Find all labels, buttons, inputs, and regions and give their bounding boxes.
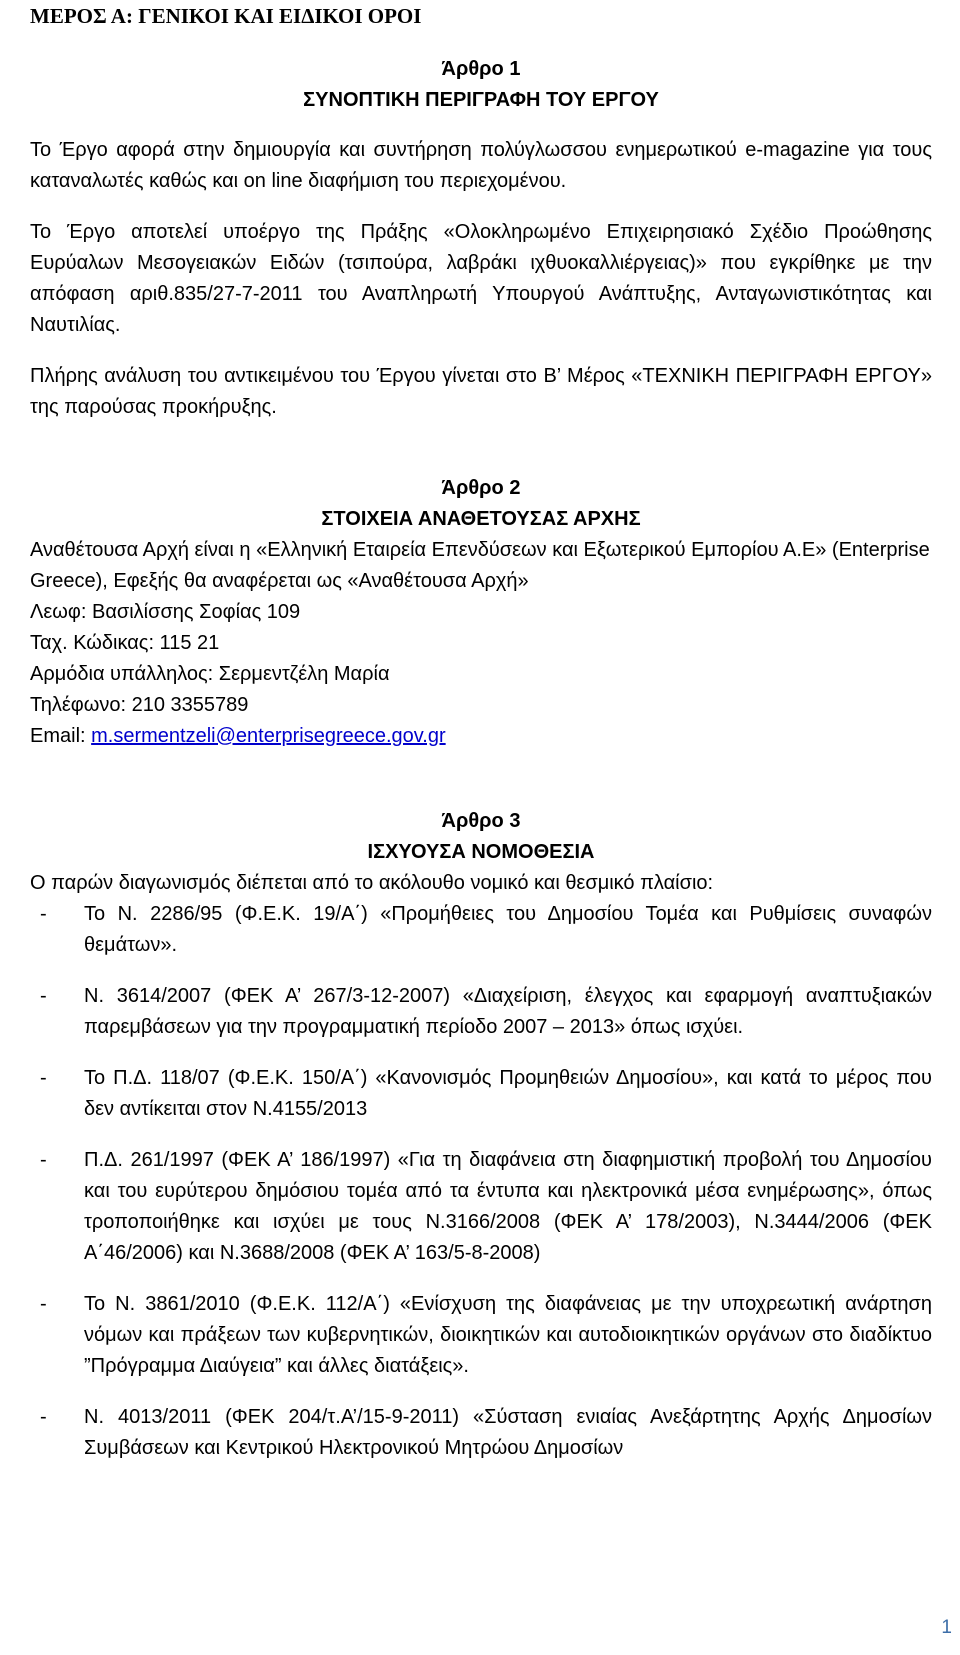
list-item-text: Ν. 4013/2011 (ΦΕΚ 204/τ.Α’/15-9-2011) «Σύσταση ενιαίας Ανεξάρτητης Αρχής Δημοσίων Συμβάσεων και Κεντρικού Ηλεκτρονικού Μητρώου Δημοσίων	[84, 1406, 932, 1459]
list-item-text: Το Ν. 3861/2010 (Φ.Ε.Κ. 112/Α΄) «Ενίσχυση της διαφάνειας με την υποχρεωτική ανάρτηση νόμων και πράξεων των κυβερνητικών, διοικητικών και αυτοδιοικητικών οργάνων στο διαδίκτυο ”Πρόγραμμα Διαύγεια” και άλλες διατάξεις».	[84, 1293, 932, 1377]
email-link[interactable]: m.sermentzeli@enterprisegreece.gov.gr	[91, 725, 446, 747]
article-2-title: ΣΤΟΙΧΕΙΑ ΑΝΑΘΕΤΟΥΣΑΣ ΑΡΧΗΣ	[321, 508, 641, 530]
document-page	[30, 0, 932, 1484]
legislation-list	[30, 899, 932, 1464]
list-item	[30, 1289, 932, 1382]
list-item	[30, 899, 932, 961]
list-item-text: Το Ν. 2286/95 (Φ.Ε.Κ. 19/Α΄) «Προμήθειες του Δημοσίου Τομέα και Ρυθμίσεις συναφών θεμάτων».	[84, 903, 932, 956]
article-1-title: ΣΥΝΟΠΤΙΚΗ ΠΕΡΙΓΡΑΦΗ ΤΟΥ ΕΡΓΟΥ	[303, 89, 659, 111]
article-1-paragraph-3: Πλήρης ανάλυση του αντικειμένου του Έργου γίνεται στο Β’ Μέρος «ΤΕΧΝΙΚΗ ΠΕΡΙΓΡΑΦΗ ΕΡΓΟΥ» της παρούσας προκήρυξης.	[30, 365, 932, 418]
address-line: Λεωφ: Βασιλίσσης Σοφίας 109	[30, 601, 301, 623]
list-item	[30, 1063, 932, 1125]
list-dash: -	[40, 1149, 47, 1171]
list-dash: -	[40, 985, 47, 1007]
email-line	[30, 721, 932, 752]
list-item	[30, 981, 932, 1043]
article-1	[30, 54, 932, 423]
article-2-number: Άρθρο 2	[441, 477, 521, 499]
contact-person-line: Αρμόδια υπάλληλος: Σερμεντζέλη Μαρία	[30, 663, 390, 685]
article-2	[30, 473, 932, 752]
article-1-paragraph-1: Το Έργο αφορά στην δημιουργία και συντήρηση πολύγλωσσου ενημερωτικού e-magazine για τους καταναλωτές καθώς και on line διαφήμιση του περιεχομένου.	[30, 139, 932, 192]
article-2-intro: Αναθέτουσα Αρχή είναι η «Ελληνική Εταιρεία Επενδύσεων και Εξωτερικού Εμπορίου Α.Ε» (Enterprise Greece), Εφεξής θα αναφέρεται ως «Αναθέτουσα Αρχή»	[30, 539, 930, 592]
postcode-line: Ταχ. Κώδικας: 115 21	[30, 632, 220, 654]
article-1-number: Άρθρο 1	[441, 58, 521, 80]
phone-line: Τηλέφωνο: 210 3355789	[30, 694, 249, 716]
list-dash: -	[40, 1293, 47, 1315]
page-number: 1	[941, 1617, 952, 1638]
part-title: ΜΕΡΟΣ Α: ΓΕΝΙΚΟΙ ΚΑΙ ΕΙΔΙΚΟΙ ΟΡΟΙ	[30, 4, 422, 28]
article-3-number: Άρθρο 3	[441, 810, 521, 832]
list-item	[30, 1402, 932, 1464]
list-dash: -	[40, 1067, 47, 1089]
list-item-text: Π.Δ. 261/1997 (ΦΕΚ Α’ 186/1997) «Για τη διαφάνεια στη διαφημιστική προβολή του Δημοσίου και του ευρύτερου δημόσιου τομέα από τα έντυπα και ηλεκτρονικά μέσα ενημέρωσης», όπως τροποποιήθηκε και ισχύει με τους Ν.3166/2008 (ΦΕΚ Α’ 178/2003), Ν.3444/2006 (ΦΕΚ Α΄46/2006) και Ν.3688/2008 (ΦΕΚ Α’ 163/5-8-2008)	[84, 1149, 932, 1264]
article-3-intro: Ο παρών διαγωνισμός διέπεται από το ακόλουθο νομικό και θεσμικό πλαίσιο:	[30, 872, 714, 894]
article-3-title: ΙΣΧΥΟΥΣΑ ΝΟΜΟΘΕΣΙΑ	[367, 841, 595, 863]
list-dash: -	[40, 903, 47, 925]
article-1-paragraph-2: Το Έργο αποτελεί υποέργο της Πράξης «Ολοκληρωμένο Επιχειρησιακό Σχέδιο Προώθησης Ευρύαλων Μεσογειακών Ειδών (τσιπούρα, λαβράκι ιχθυοκαλλιέργειας)» που εγκρίθηκε με την απόφαση αριθ.835/27-7-2011 του Αναπληρωτή Υπουργού Ανάπτυξης, Ανταγωνιστικότητας και Ναυτιλίας.	[30, 221, 932, 336]
email-label: Email:	[30, 725, 92, 747]
list-item-text: Ν. 3614/2007 (ΦΕΚ Α’ 267/3-12-2007) «Διαχείριση, έλεγχος και εφαρμογή αναπτυξιακών παρεμβάσεων για την προγραμματική περίοδο 2007 – 2013» όπως ισχύει.	[84, 985, 932, 1038]
list-item-text: Το Π.Δ. 118/07 (Φ.Ε.Κ. 150/Α΄) «Κανονισμός Προμηθειών Δημοσίου», και κατά το μέρος που δεν αντίκειται στον Ν.4155/2013	[84, 1067, 932, 1120]
article-3	[30, 806, 932, 1464]
list-dash: -	[40, 1406, 47, 1428]
list-item	[30, 1145, 932, 1269]
